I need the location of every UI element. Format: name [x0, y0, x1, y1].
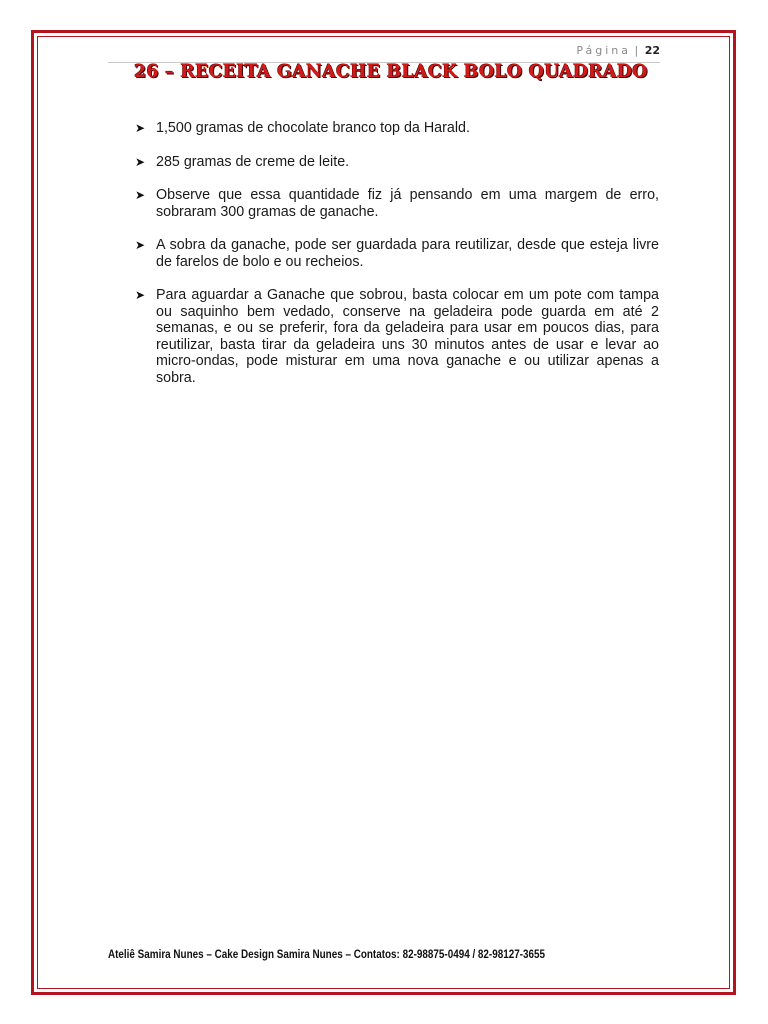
list-item-text: 285 gramas de creme de leite. [156, 153, 350, 170]
arrow-bullet-icon: ➤ [135, 238, 146, 252]
page-number: 22 [644, 44, 660, 57]
list-item [135, 287, 659, 386]
recipe-content [135, 120, 659, 403]
list-item [135, 237, 659, 270]
arrow-bullet-icon: ➤ [135, 154, 146, 169]
list-item [135, 187, 659, 220]
list-item-text: Observe que essa quantidade fiz já pensando em uma margem de erro, sobraram 300 gramas de ganache. [156, 187, 659, 220]
page-number-label [576, 44, 660, 57]
list-item [135, 120, 659, 137]
recipe-title: 26 – RECEITA GANACHE BLACK BOLO QUADRADO [134, 62, 648, 82]
page-separator: | [634, 44, 639, 57]
page-footer: Ateliê Samira Nunes – Cake Design Samira Nunes – Contatos: 82-98875-0494 / 82-98127-3655 [108, 949, 546, 961]
list-item-text: 1,500 gramas de chocolate branco top da Harald. [156, 120, 470, 136]
list-item-text: Para aguardar a Ganache que sobrou, basta colocar em um pote com tampa ou saquinho bem vedado, conserve na geladeira pode guarda em até 2 semanas, e ou se preferir, fora da geladeira para usar em poucos dias, para reutilizar, basta tirar da geladeira uns 30 minutos antes de usar e levar ao micro-ondas, pode misturar em uma nova ganache e ou utilizar apenas a sobra. [156, 287, 659, 386]
page-header [108, 42, 660, 63]
list-item [135, 154, 659, 171]
arrow-bullet-icon: ➤ [135, 121, 146, 135]
arrow-bullet-icon: ➤ [135, 288, 146, 302]
list-item-text: A sobra da ganache, pode ser guardada para reutilizar, desde que esteja livre de farelos de bolo e ou recheios. [156, 237, 659, 270]
arrow-bullet-icon: ➤ [135, 188, 146, 202]
page-word: Página [576, 44, 631, 57]
